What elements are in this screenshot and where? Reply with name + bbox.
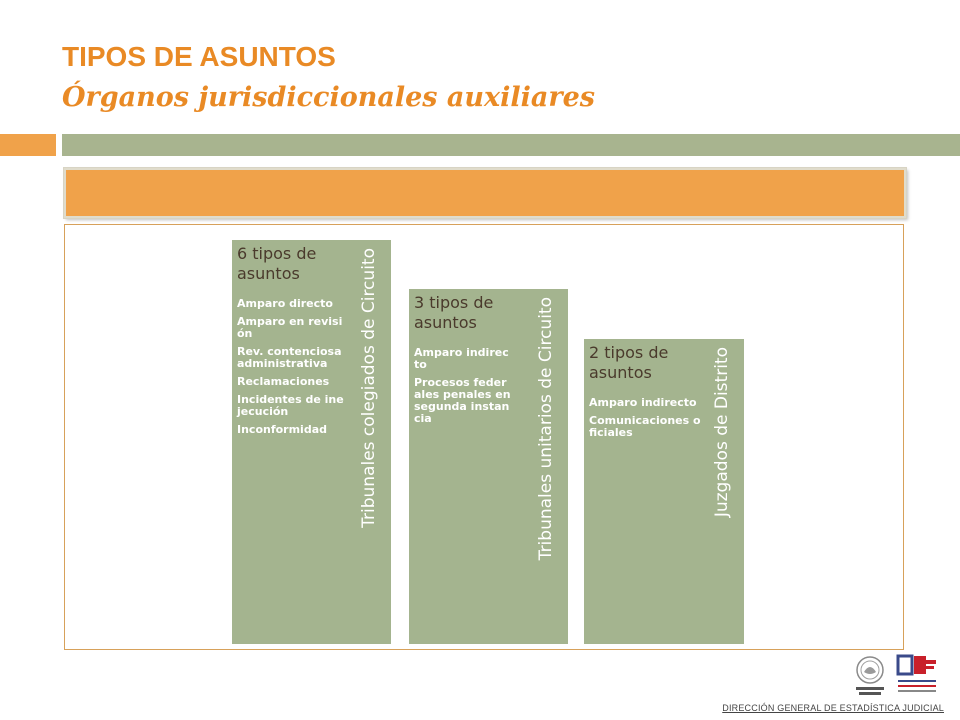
column-juzgados-distrito — [584, 339, 744, 644]
list-item: Amparo directo — [237, 297, 333, 310]
item-list — [414, 347, 512, 431]
list-item: Procesos federales penales en segunda instancia — [414, 376, 511, 425]
column-heading: 3 tipos de asuntos — [414, 293, 494, 332]
list-item: Inconformidad — [237, 423, 328, 436]
list-item: Incidentes de inejecución — [237, 393, 344, 418]
column-vertical-label: Juzgados de Distrito — [712, 347, 732, 518]
item-list — [589, 397, 701, 445]
footer-text: DIRECCIÓN GENERAL DE ESTADÍSTICA JUDICIAL — [722, 703, 944, 713]
header-accent-bar-orange — [0, 134, 56, 156]
header-accent-bar-green — [62, 134, 960, 156]
page-subtitle: Órganos jurisdiccionales auxiliares — [62, 82, 595, 113]
item-list — [237, 298, 345, 442]
orange-banner — [64, 168, 906, 218]
list-item: Amparo indirecto — [589, 396, 697, 409]
list-item: Comunicaciones oficiales — [589, 414, 701, 439]
column-heading: 6 tipos de asuntos — [237, 244, 317, 283]
list-item: Amparo en revisión — [237, 315, 343, 340]
cjf-logo-icon — [896, 654, 938, 696]
page-title: TIPOS DE ASUNTOS — [62, 41, 336, 72]
column-vertical-label: Tribunales unitarios de Circuito — [536, 297, 556, 561]
list-item: Reclamaciones — [237, 375, 330, 388]
list-item: Rev. contenciosa administrativa — [237, 345, 342, 370]
column-tribunales-unitarios — [409, 289, 568, 644]
list-item: Amparo indirecto — [414, 346, 509, 371]
poder-judicial-seal-icon — [848, 654, 892, 698]
column-tribunales-colegiados — [232, 240, 391, 644]
column-heading: 2 tipos de asuntos — [589, 343, 669, 382]
column-vertical-label: Tribunales colegiados de Circuito — [359, 248, 379, 528]
